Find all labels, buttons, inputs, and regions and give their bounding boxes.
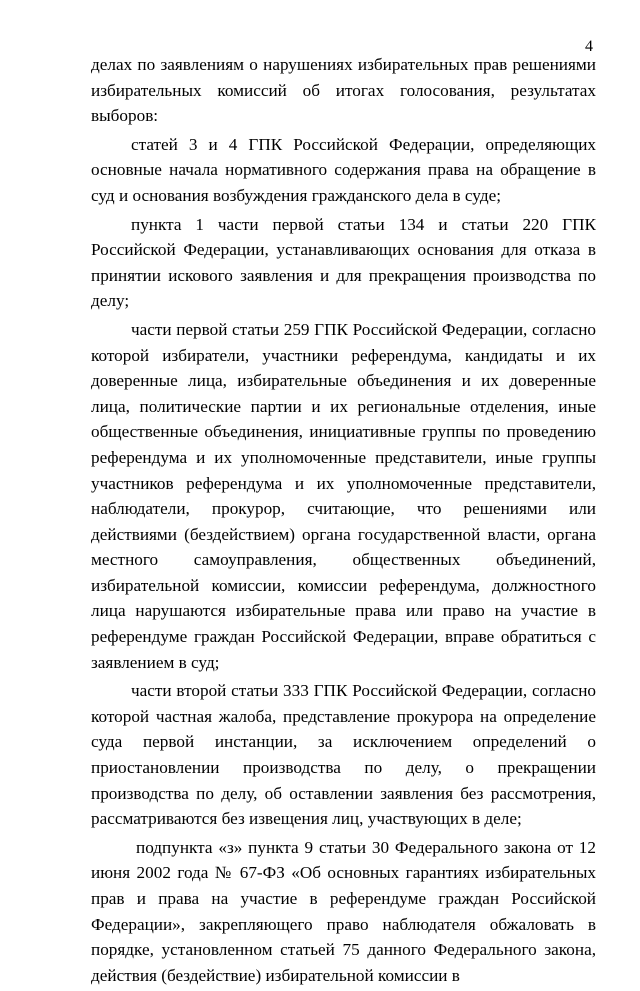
paragraph-articles-3-4: статей 3 и 4 ГПК Российской Федерации, определяющих основные начала нормативного содержания права на обращение в суд и основания возбуждения гражданского дела в суде;	[91, 134, 596, 205]
paragraph-continuation: делах по заявлениям о нарушениях избирательных прав решениями избирательных комиссий об итогах голосования, результатах выборов:	[91, 55, 596, 126]
paragraph-article-134-220: пункта 1 части первой статьи 134 и статьи 220 ГПК Российской Федерации, устанавливающих основания для отказа в принятии искового заявления и для прекращения производства по делу;	[91, 214, 596, 311]
paragraph-federal-law-67fz: подпункта «з» пункта 9 статьи 30 Федерального закона от 12 июня 2002 года № 67-ФЗ «Об основных гарантиях избирательных прав и права на участие в референдуме граждан Российской Федерации», закрепляющего право наблюдателя обжаловать в порядке, установленном статьей 75 данного Федерального закона, действия (бездействие) избирательной комиссии в	[91, 837, 596, 985]
paragraph-article-259: части первой статьи 259 ГПК Российской Федерации, согласно которой избиратели, участники референдума, кандидаты и их доверенные лица, избирательные объединения и их доверенные лица, политические партии и их региональные отделения, иные общественные объединения, инициативные группы по проведению референдума и их уполномоченные представители, иные группы участников референдума и их уполномоченные представители, наблюдатели, прокурор, считающие, что решениями или действиями (бездействием) органа государственной власти, органа местного самоуправления, общественных объединений, избирательной комиссии, комиссии референдума, должностного лица нарушаются избирательные права или право на участие в референдуме граждан Российской Федерации, вправе обратиться с заявлением в суд;	[91, 319, 596, 672]
page-number: 4	[585, 38, 593, 55]
document-body	[91, 52, 596, 991]
paragraph-article-333: части второй статьи 333 ГПК Российской Федерации, согласно которой частная жалоба, представление прокурора на определение суда первой инстанции, за исключением определений о приостановлении производства по делу, о прекращении производства по делу, об оставлении заявления без рассмотрения, рассматриваются без извещения лиц, участвующих в деле;	[91, 681, 596, 829]
